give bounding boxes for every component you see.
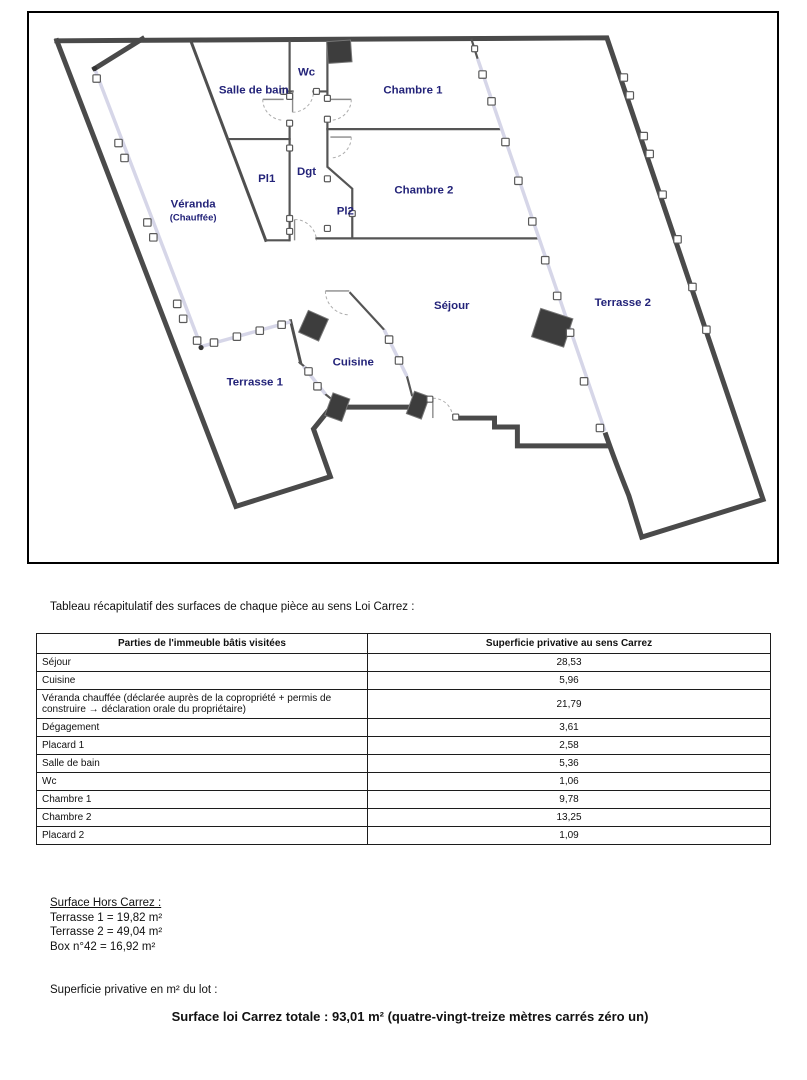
window-mark [179, 315, 186, 322]
window-mark [385, 336, 392, 343]
door-arc-wc [293, 91, 314, 112]
room-sublabel-veranda: (Chauffée) [169, 212, 217, 224]
window-mark [395, 357, 402, 364]
door-arc-entree [433, 398, 453, 418]
room-cell: Chambre 1 [37, 791, 368, 809]
cuisine-left-upper-wall [291, 321, 301, 363]
window-mark [596, 424, 603, 431]
window-mark [453, 414, 459, 420]
hors-carrez-title: Surface Hors Carrez : [50, 897, 162, 909]
room-label-sejour: Séjour [433, 299, 470, 312]
room-label-wc: Wc [297, 66, 316, 79]
window-mark [659, 191, 666, 198]
area-cell: 13,25 [368, 809, 771, 827]
veranda-top-wall [95, 39, 143, 69]
hinge-dot-veranda [92, 66, 97, 71]
door-arc-cuisine [325, 291, 349, 315]
terrasse2-window-wall [478, 59, 605, 431]
lot-label: Superficie privative en m² du lot : [50, 984, 218, 996]
room-cell: Wc [37, 773, 368, 791]
room-label-pl2: Pl2 [336, 205, 354, 218]
total-carrez-line: Surface loi Carrez totale : 93,01 m² (quatre-vingt-treize mètres carrés zéro un) [171, 1009, 649, 1024]
window-mark [314, 383, 321, 390]
area-cell: 28,53 [368, 654, 771, 672]
window-mark [287, 120, 293, 126]
room-cell: Cuisine [37, 672, 368, 690]
area-cell: 5,96 [368, 672, 771, 690]
table-row [37, 773, 771, 791]
window-mark [324, 95, 330, 101]
window-mark [287, 145, 293, 151]
area-cell: 5,36 [368, 755, 771, 773]
room-label-pl1: Pl1 [258, 172, 276, 185]
window-mark [233, 333, 240, 340]
hinge-dot-terrasse1 [198, 345, 203, 350]
window-mark [566, 329, 573, 336]
window-mark [305, 368, 312, 375]
table-title: Tableau récapitulatif des surfaces de chaque pièce au sens Loi Carrez : [50, 601, 415, 613]
window-mark [515, 177, 522, 184]
header-superficie: Superficie privative au sens Carrez [368, 634, 771, 654]
room-cell: Séjour [37, 654, 368, 672]
window-mark [479, 71, 486, 78]
room-label-dgt: Dgt [296, 165, 317, 178]
room-cell: Véranda chauffée (déclarée auprès de la copropriété + permis de construire → déclaration orale du propriétaire) [37, 690, 368, 719]
floor-plan-frame [27, 11, 779, 564]
window-mark [278, 321, 285, 328]
room-label-chambre-2: Chambre 2 [394, 184, 454, 197]
door-arc-dgt [295, 219, 317, 240]
window-mark [115, 139, 122, 146]
table-row [37, 690, 771, 719]
table-row [37, 755, 771, 773]
window-mark [626, 92, 633, 99]
window-mark [703, 326, 710, 333]
window-mark [529, 218, 536, 225]
window-mark [324, 176, 330, 182]
room-label-cuisine: Cuisine [332, 356, 374, 369]
door-arc-chambre2 [330, 137, 351, 158]
window-mark [427, 396, 433, 402]
window-mark [93, 75, 100, 82]
window-mark [313, 88, 319, 94]
room-cell: Chambre 2 [37, 809, 368, 827]
window-mark [324, 225, 330, 231]
surfaces-table [36, 633, 771, 845]
room-cell: Dégagement [37, 719, 368, 737]
duct-cuisine-nw [299, 310, 329, 341]
area-cell: 1,06 [368, 773, 771, 791]
area-cell: 9,78 [368, 791, 771, 809]
room-label-salle-de-bain: Salle de bain [218, 84, 289, 97]
area-cell: 3,61 [368, 719, 771, 737]
window-mark [472, 46, 478, 52]
band-bottom-wall [266, 238, 540, 240]
room-label-veranda: Véranda [170, 198, 216, 211]
window-mark [689, 283, 696, 290]
window-mark [488, 98, 495, 105]
window-mark [287, 216, 293, 222]
window-mark [193, 337, 200, 344]
window-mark [542, 256, 549, 263]
room-label-terrasse-2: Terrasse 2 [594, 296, 651, 309]
duct-top [327, 40, 352, 63]
window-mark [620, 74, 627, 81]
hors-carrez-line: Box n°42 = 16,92 m² [50, 940, 156, 953]
room-cell: Placard 1 [37, 737, 368, 755]
area-cell: 1,09 [368, 827, 771, 845]
area-cell: 2,58 [368, 737, 771, 755]
window-mark [646, 150, 653, 157]
table-row [37, 719, 771, 737]
window-mark [674, 236, 681, 243]
floor-plan [29, 13, 777, 562]
window-mark [173, 300, 180, 307]
window-mark [121, 154, 128, 161]
table-row [37, 737, 771, 755]
terrasse1-outline [57, 41, 331, 507]
table-row [37, 827, 771, 845]
window-mark [287, 228, 293, 234]
table-row [37, 809, 771, 827]
window-mark [210, 339, 217, 346]
header-parties: Parties de l'immeuble bâtis visitées [37, 634, 368, 654]
outer-wall-top-right [57, 38, 763, 537]
window-mark [553, 292, 560, 299]
room-cell: Placard 2 [37, 827, 368, 845]
room-cell: Salle de bain [37, 755, 368, 773]
sejour-bottom-steps [456, 418, 608, 446]
window-mark [640, 132, 647, 139]
door-arc-chambre1 [330, 99, 351, 120]
room-label-chambre-1: Chambre 1 [383, 84, 443, 97]
door-arc-sdb [263, 99, 284, 120]
hors-carrez-block [50, 896, 162, 954]
table-header-row [37, 634, 771, 654]
window-mark [324, 116, 330, 122]
room-label-terrasse-1: Terrasse 1 [226, 376, 283, 389]
window-mark [150, 234, 157, 241]
duct-cuisine-se [406, 391, 429, 419]
table-row [37, 791, 771, 809]
hors-carrez-line: Terrasse 2 = 49,04 m² [50, 926, 163, 938]
table-row [37, 672, 771, 690]
window-mark [256, 327, 263, 334]
window-mark [580, 378, 587, 385]
table-row [37, 654, 771, 672]
area-cell: 21,79 [368, 690, 771, 719]
window-mark [502, 138, 509, 145]
hors-carrez-line: Terrasse 1 = 19,82 m² [50, 911, 163, 924]
window-mark [144, 219, 151, 226]
